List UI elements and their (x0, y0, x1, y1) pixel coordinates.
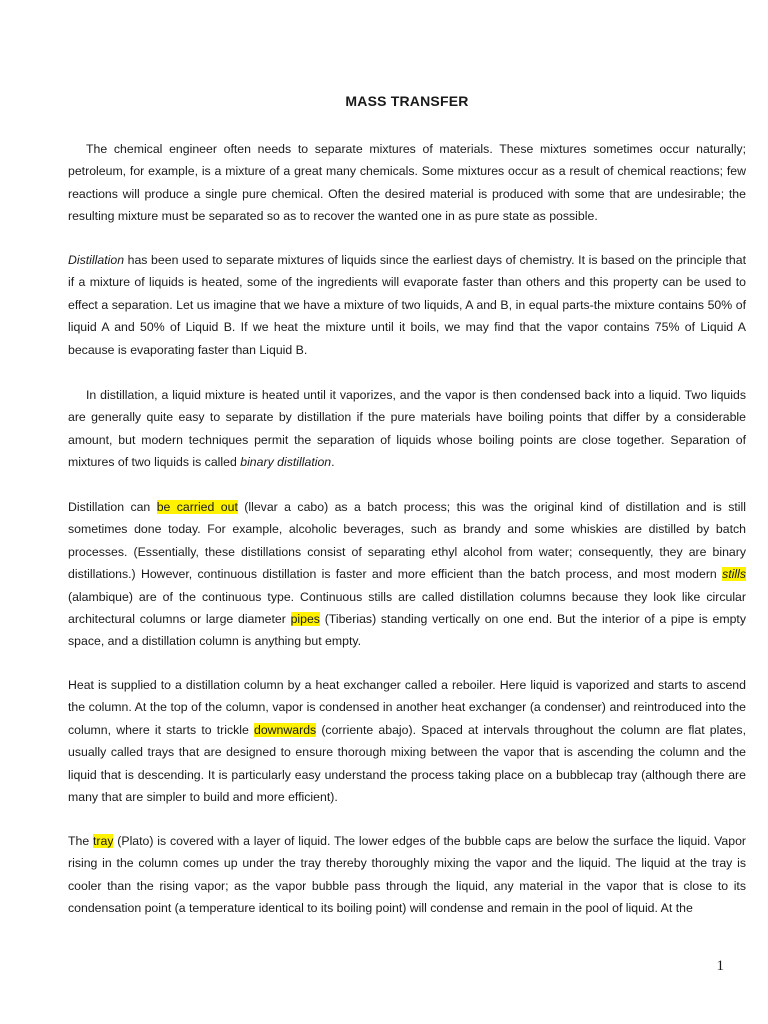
paragraph-batch-text-c: (alambique) are of the continuous type. Continuous stills are called distillation columns because they look like circular architectural columns or large diameter (68, 589, 746, 627)
paragraph-reboiler (68, 674, 746, 808)
highlight-pipes: pipes (290, 612, 320, 627)
paragraph-reboiler-text-b: (corriente abajo). Spaced at intervals throughout the column are flat plates, usually called trays that are designed to ensure thorough mixing between the vapor that is ascending the column and the liquid that is descending. It is particularly easy understand the process taking place on a bubblecap tray (although there are many that are simpler to build and more efficient). (68, 722, 746, 805)
term-distillation: Distillation (68, 253, 125, 267)
page-number: 1 (716, 958, 724, 974)
page-title: MASS TRANSFER (345, 93, 469, 109)
paragraph-binary-end: . (331, 455, 335, 470)
paragraph-batch-text-d: (Tiberias) standing vertically on one end. But the interior of a pipe is empty space, and a distillation column is anything but empty. (68, 612, 746, 649)
paragraph-tray (68, 830, 746, 920)
paragraph-reboiler-text-a: Heat is supplied to a distillation column by a heat exchanger called a reboiler. Here liquid is vaporized and starts to ascend the column. At the top of the column, vapor is condensed in another heat exchanger (a condenser) and reintroduced into the column, where it starts to trickle (68, 678, 746, 737)
highlight-downwards: downwards (253, 722, 317, 737)
document-page (68, 0, 746, 1024)
paragraph-distillation (68, 249, 746, 361)
paragraph-tray-text-a: The (68, 834, 93, 848)
paragraph-batch-text-b: (llevar a cabo) as a batch process; this was the original kind of distillation and is still sometimes done today. For example, alcoholic beverages, such as brandy and some whiskies are distilled by batch processes. (Essentially, these distillations consist of separating ethyl alcohol from water; consequently, they are binary distillations.) However, continuous distillation is faster and more efficient than the batch process, and most modern (68, 500, 746, 582)
highlight-be-carried-out: be carried out (156, 500, 238, 514)
paragraph-tray-text-b: (Plato) is covered with a layer of liquid. The lower edges of the bubble caps are below the surface the liquid. Vapor rising in the column comes up under the tray thereby thoroughly mixing the vapor and the liquid. The liquid at the tray is cooler than the rising vapor; as the vapor bubble pass through the liquid, any material in the vapor that is close to its condensation point (a temperature identical to its boiling point) will condense and remain in the pool of liquid. At the (68, 834, 746, 916)
highlight-stills: stills (722, 567, 746, 582)
paragraph-distillation-text: has been used to separate mixtures of liquids since the earliest days of chemistry. It is based on the principle that if a mixture of liquids is heated, some of the ingredients will evaporate faster than others and this property can be used to effect a separation. Let us imagine that we have a mixture of two liquids, A and B, in equal parts-the mixture contains 50% of liquid A and 50% of Liquid B. If we heat the mixture until it boils, we may find that the vapor contains 75% of Liquid A because is evaporating faster than Liquid B. (68, 253, 746, 357)
term-binary-distillation: binary distillation (240, 455, 332, 470)
paragraph-batch-text-a: Distillation can (68, 500, 157, 514)
paragraph-binary-distillation (68, 384, 746, 474)
paragraph-binary-text: In distillation, a liquid mixture is heated until it vaporizes, and the vapor is then condensed back into a liquid. Two liquids are generally quite easy to separate by distillation if the pure materials have boiling points that differ by a considerable amount, but modern techniques permit the separation of liquids whose boiling points are close together. Separation of mixtures of two liquids is called (68, 388, 746, 470)
paragraph-batch-process (68, 496, 746, 653)
highlight-tray: tray (92, 834, 114, 848)
paragraph-intro: The chemical engineer often needs to separate mixtures of materials. These mixtures sometimes occur naturally; petroleum, for example, is a mixture of a great many chemicals. Some mixtures occur as a result of chemical reactions; few reactions will produce a single pure chemical. Often the desired material is produced with some that are undesirable; the resulting mixture must be separated so as to recover the wanted one in as pure state as possible. (68, 142, 746, 224)
